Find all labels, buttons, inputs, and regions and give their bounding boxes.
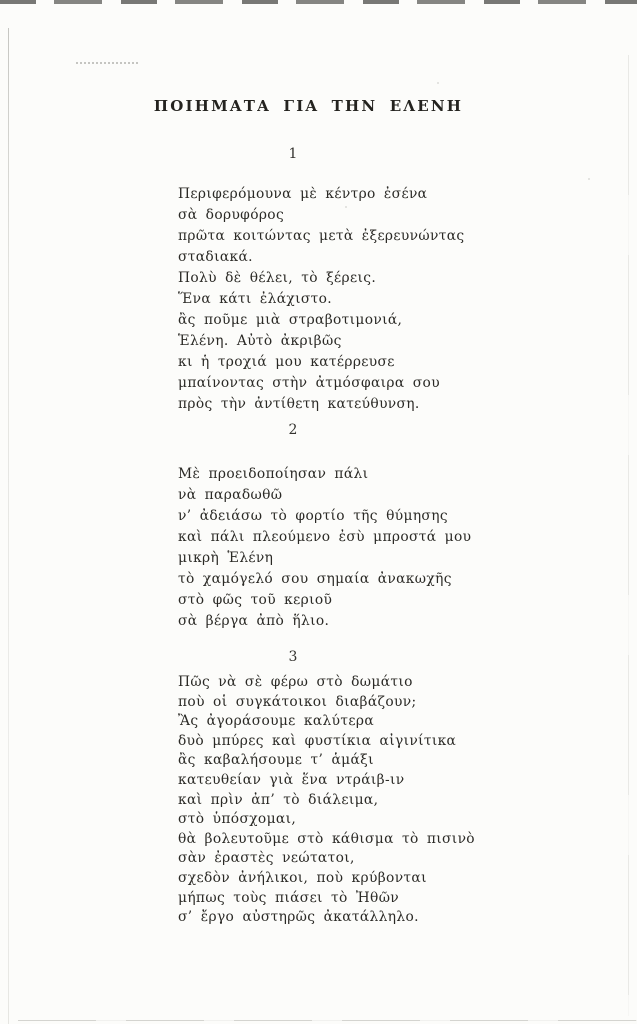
poem-line: στὸ ὑπόσχομαι, (178, 811, 297, 828)
poem-line: Ἂς ἀγοράσουμε καλύτερα (178, 713, 374, 730)
poem-number: 2 (288, 422, 298, 438)
poem-line: ν’ ἀδειάσω τὸ φορτίο τῆς θύμησης (178, 508, 448, 524)
poem-number: 3 (288, 649, 298, 665)
poem-line: ἂς ποῦμε μιὰ στραβοτιμονιά, (178, 312, 403, 328)
poem-line: Ἕνα κάτι ἐλάχιστο. (178, 291, 333, 307)
poem-line: νὰ παραδωθῶ (178, 487, 283, 503)
poem-line: ἂς καβαλήσουμε τ’ ἁμάξι (178, 752, 374, 769)
scan-edge-left (8, 28, 9, 1024)
poem-line: σὰ δορυφόρος (178, 207, 285, 223)
scan-edge-bottom (18, 1020, 637, 1021)
poem-line: κι ἡ τροχιά μου κατέρρευσε (178, 354, 395, 370)
poem-line: σὰ βέργα ἀπὸ ἥλιο. (178, 613, 330, 629)
poem-line: μικρὴ Ἑλένη (178, 550, 274, 566)
poem-line: ποὺ οἱ συγκάτοικοι διαβάζουν; (178, 693, 417, 710)
scan-speck (588, 178, 590, 180)
poem-line: στὸ φῶς τοῦ κεριοῦ (178, 592, 333, 608)
poem-line: μπαίνοντας στὴν ἀτμόσφαιρα σου (178, 375, 440, 391)
poem-line: θὰ βολευτοῦμε στὸ κάθισμα τὸ πισινὸ (178, 830, 475, 847)
poem-section (178, 649, 488, 928)
poem-line: καὶ πρὶν ἀπ’ τὸ διάλειμα, (178, 791, 379, 808)
poem-line: Πολὺ δὲ θέλει, τὸ ξέρεις. (178, 270, 377, 286)
poem-line: πρὸς τὴν ἀντίθετη κατεύθυνση. (178, 396, 420, 412)
poem-line: σχεδὸν ἀνήλικοι, ποὺ κρύβονται (178, 869, 427, 886)
poem-line: Ἑλένη. Αὐτὸ ἀκριβῶς (178, 333, 342, 349)
poem-line: δυὸ μπύρες καὶ φυστίκια αἰγινίτικα (178, 732, 457, 749)
pencil-mark (76, 62, 138, 64)
poem-line: κατευθείαν γιὰ ἕνα ντράιβ-ιν (178, 771, 405, 788)
poem-line: σὰν ἐραστὲς νεώτατοι, (178, 850, 355, 867)
poem-line: Πῶς νὰ σὲ φέρω στὸ δωμάτιο (178, 674, 413, 690)
scan-speck (437, 82, 439, 84)
poem-line: Περιφερόμουνα μὲ κέντρο ἐσένα (178, 186, 428, 202)
poem-line: πρῶτα κοιτώντας μετὰ ἐξερευνώντας (178, 228, 465, 244)
scan-edge-top (0, 0, 637, 4)
poem-line: καὶ πάλι πλεούμενο ἐσὺ μπροστά μου (178, 529, 472, 545)
poem-line: σταδιακά. (178, 249, 253, 265)
poem-section (178, 422, 488, 632)
poem-line: τὸ χαμόγελό σου σημαία ἀνακωχῆς (178, 571, 452, 587)
poem-section (178, 146, 488, 415)
poem-line: σ’ ἔργο αὐστηρῶς ἀκατάλληλο. (178, 909, 419, 926)
poem-number: 1 (288, 146, 298, 162)
scan-edge-right (628, 55, 629, 1016)
poem-line: μήπως τοὺς πιάσει τὸ Ἠθῶν (178, 889, 400, 906)
poem-line: Μὲ προειδοποίησαν πάλι (178, 466, 369, 482)
page-title: ΠΟΙΗΜΑΤΑ ΓΙΑ ΤΗΝ ΕΛΕΝΗ (153, 97, 464, 115)
